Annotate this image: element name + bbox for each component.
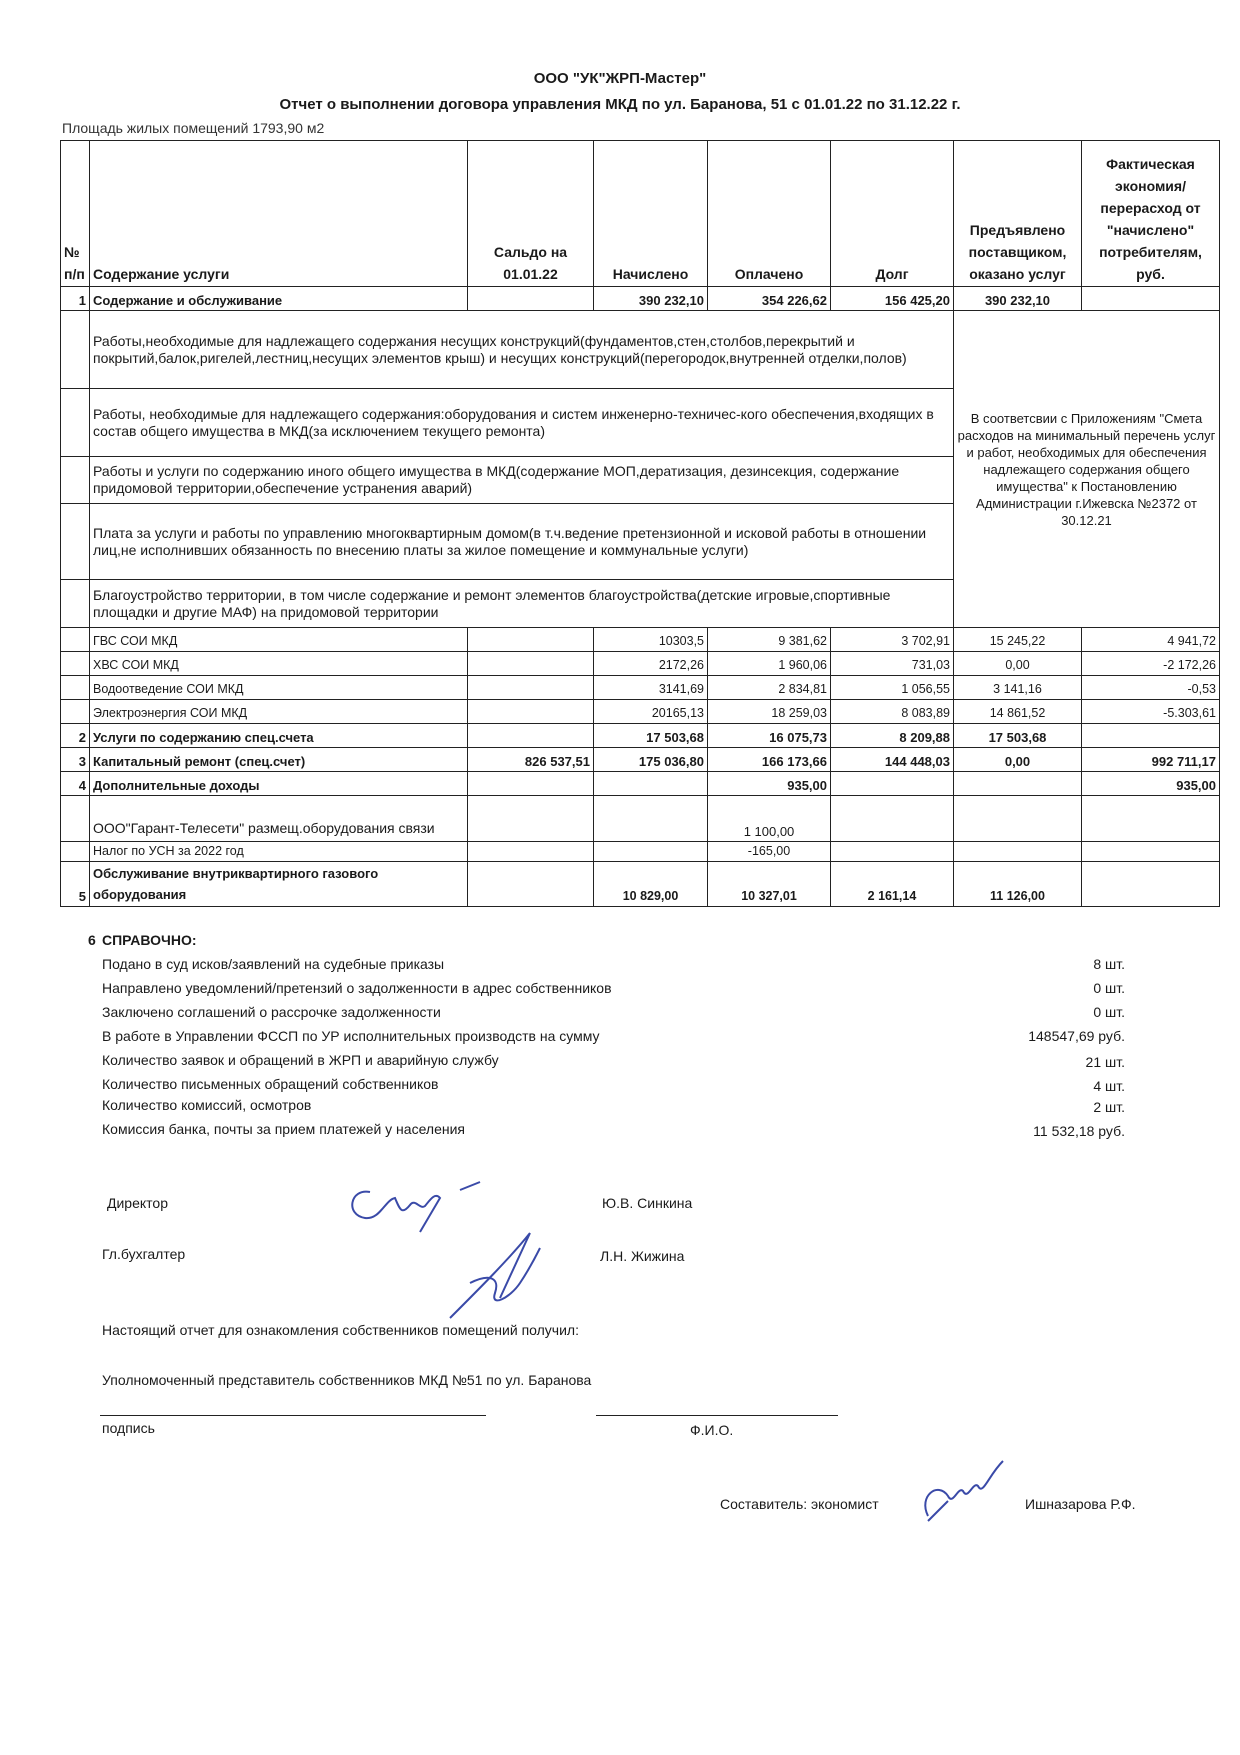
fio-line [596,1415,838,1416]
reference-item-label: Направлено уведомлений/претензий о задолженности в адрес собственников [102,980,612,996]
utility-paid: 1 960,06 [708,652,831,676]
utility-paid: 2 834,81 [708,676,831,700]
utility-row [61,676,1220,700]
row-paid: 16 075,73 [708,724,831,748]
utility-row [61,628,1220,652]
utility-balance [468,628,594,652]
col-header-presented: Предъявлено поставщиком, оказано услуг [954,141,1082,287]
row-debt: 2 161,14 [831,862,954,907]
row-debt: 8 209,88 [831,724,954,748]
row-balance [468,287,594,311]
row-paid: 166 173,66 [708,748,831,772]
reference-item-label: Заключено соглашений о рассрочке задолженности [102,1004,441,1020]
reference-num: 6 [88,932,96,948]
row-actual [1082,287,1220,311]
reference-item-value: 4 шт. [1093,1078,1125,1094]
accountant-label: Гл.бухгалтер [102,1246,186,1262]
table-row-maintenance [61,287,1220,311]
utility-paid: 18 259,03 [708,700,831,724]
row-name: Налог по УСН за 2022 год [90,842,468,862]
utility-name: ГВС СОИ МКД [90,628,468,652]
col-header-paid: Оплачено [708,141,831,287]
row-paid: 1 100,00 [708,796,831,842]
reference-item-label: Комиссия банка, почты за прием платежей у населения [102,1121,465,1137]
utility-debt: 1 056,55 [831,676,954,700]
col-header-charged: Начислено [594,141,708,287]
row-actual [1082,724,1220,748]
director-label: Директор [107,1195,168,1211]
utility-charged: 20165,13 [594,700,708,724]
reference-item-value: 148547,69 руб. [1028,1028,1125,1044]
row-actual: 992 711,17 [1082,748,1220,772]
table-row-garant [61,796,1220,842]
row-name: ООО"Гарант-Телесети" размещ.оборудования связи [90,796,468,842]
utility-actual: -0,53 [1082,676,1220,700]
row-num: 1 [61,287,90,311]
utility-presented: 3 141,16 [954,676,1082,700]
row-charged: 10 829,00 [594,862,708,907]
row-name: Капитальный ремонт (спец.счет) [90,748,468,772]
company-name: ООО "УК"ЖРП-Мастер" [533,70,707,87]
work-description: Плата за услуги и работы по управлению многоквартирным домом(в т.ч.ведение претензионной и исковой работы в отношении лиц,не исполнивших обязанность по внесению платы за жилое помещение и коммунальные услуги) [90,504,954,580]
utility-debt: 731,03 [831,652,954,676]
utility-name: ХВС СОИ МКД [90,652,468,676]
composer-signature [908,1456,1018,1526]
row-charged: 17 503,68 [594,724,708,748]
utility-name: Электроэнергия СОИ МКД [90,700,468,724]
work-description: Работы и услуги по содержанию иного общего имущества в МКД(содержание МОП,дератизация, дезинсекция, содержание придомовой территории,обеспечение устранения аварий) [90,457,954,504]
sign-label: подпись [102,1420,155,1436]
utility-name: Водоотведение СОИ МКД [90,676,468,700]
utility-debt: 3 702,91 [831,628,954,652]
row-name: Содержание и обслуживание [90,287,468,311]
row-name: Обслуживание внутриквартирного газового оборудования [90,862,468,907]
col-header-service: Содержание услуги [90,141,468,287]
row-balance: 826 537,51 [468,748,594,772]
row-charged: 175 036,80 [594,748,708,772]
utility-actual: -5.303,61 [1082,700,1220,724]
fio-label: Ф.И.О. [690,1422,734,1438]
header-row [61,141,1220,287]
accountant-name: Л.Н. Жижина [600,1248,685,1264]
col-header-num: № п/п [61,141,90,287]
row-debt: 144 448,03 [831,748,954,772]
representative-text: Уполномоченный представитель собственников МКД №51 по ул. Баранова [102,1372,592,1388]
row-actual: 935,00 [1082,772,1220,796]
reference-item-value: 0 шт. [1093,1004,1125,1020]
reference-item-label: В работе в Управлении ФССП по УР исполнительных производств на сумму [102,1028,600,1044]
work-description: Благоустройство территории, в том числе содержание и ремонт элементов благоустройства(детские игровые,спортивные площадки и другие МАФ) на придомовой территории [90,580,954,628]
living-area-note: Площадь жилых помещений 1793,90 м2 [62,120,325,136]
utility-row [61,652,1220,676]
table-row-capital-repair [61,748,1220,772]
row-balance [468,724,594,748]
table-row-gas-equipment [61,862,1220,907]
table-row-special-account [61,724,1220,748]
table-row-additional-income [61,772,1220,796]
utility-presented: 0,00 [954,652,1082,676]
row-debt: 156 425,20 [831,287,954,311]
reference-item-value: 21 шт. [1085,1054,1125,1070]
row-num: 3 [61,748,90,772]
utility-balance [468,700,594,724]
desc-row [61,311,1220,389]
reference-title: СПРАВОЧНО: [102,932,197,948]
row-presented: 11 126,00 [954,862,1082,907]
row-presented: 390 232,10 [954,287,1082,311]
row-charged: 390 232,10 [594,287,708,311]
composer-name: Ишназарова Р.Ф. [1025,1496,1136,1512]
row-balance [468,862,594,907]
composer-label: Составитель: экономист [720,1496,879,1512]
signature-line [100,1415,486,1416]
row-num: 2 [61,724,90,748]
row-charged [594,772,708,796]
utility-presented: 14 861,52 [954,700,1082,724]
col-header-balance: Сальдо на 01.01.22 [468,141,594,287]
row-name: Услуги по содержанию спец.счета [90,724,468,748]
utility-charged: 2172,26 [594,652,708,676]
reference-item-label: Подано в суд исков/заявлений на судебные приказы [102,956,445,972]
row-paid: 935,00 [708,772,831,796]
director-name: Ю.В. Синкина [602,1195,693,1211]
row-name: Дополнительные доходы [90,772,468,796]
row-num: 5 [61,862,90,907]
accountant-signature [440,1228,590,1328]
utility-paid: 9 381,62 [708,628,831,652]
utility-charged: 3141,69 [594,676,708,700]
reference-item-label: Количество комиссий, осмотров [102,1097,312,1113]
utility-debt: 8 083,89 [831,700,954,724]
regulation-note: В соответсвии с Приложениям "Смета расходов на минимальный перечень услуг и работ, необходимых для обеспечения надлежащего содержания общего имущества" к Постановлению Администрации г.Ижевска №2372 от 30.12.21 [954,311,1220,628]
reference-item-label: Количество заявок и обращений в ЖРП и аварийную службу [102,1052,499,1068]
row-paid: 354 226,62 [708,287,831,311]
row-presented: 17 503,68 [954,724,1082,748]
col-header-debt: Долг [831,141,954,287]
utility-presented: 15 245,22 [954,628,1082,652]
row-num: 4 [61,772,90,796]
received-text: Настоящий отчет для ознакомления собственников помещений получил: [102,1322,579,1338]
reference-item-value: 8 шт. [1093,956,1125,972]
row-paid: 10 327,01 [708,862,831,907]
utility-balance [468,676,594,700]
reference-item-label: Количество письменных обращений собственников [102,1076,439,1092]
reference-item-value: 11 532,18 руб. [1033,1123,1125,1139]
table-row-tax [61,842,1220,862]
row-paid: -165,00 [708,842,831,862]
col-header-actual: Фактическая экономия/перерасход от "начислено" потребителям, руб. [1082,141,1220,287]
work-description: Работы,необходимые для надлежащего содержания несущих конструкций(фундаментов,стен,столбов,перекрытий и покрытий,балок,ригелей,лестниц,несущих элементов крыш) и несущих конструкций(перегородок,внутренней отделки,полов) [90,311,954,389]
report-title: Отчет о выполнении договора управления МКД по ул. Баранова, 51 с 01.01.22 по 31.12.22 г. [279,96,961,113]
utility-balance [468,652,594,676]
report-table [60,140,1220,907]
utility-row [61,700,1220,724]
utility-actual: 4 941,72 [1082,628,1220,652]
utility-actual: -2 172,26 [1082,652,1220,676]
utility-charged: 10303,5 [594,628,708,652]
reference-item-value: 0 шт. [1093,980,1125,996]
reference-item-value: 2 шт. [1093,1099,1125,1115]
work-description: Работы, необходимые для надлежащего содержания:оборудования и систем инженерно-техничес-кого обеспечения,входящих в состав общего имущества в МКД(за исключением текущего ремонта) [90,389,954,457]
row-presented: 0,00 [954,748,1082,772]
